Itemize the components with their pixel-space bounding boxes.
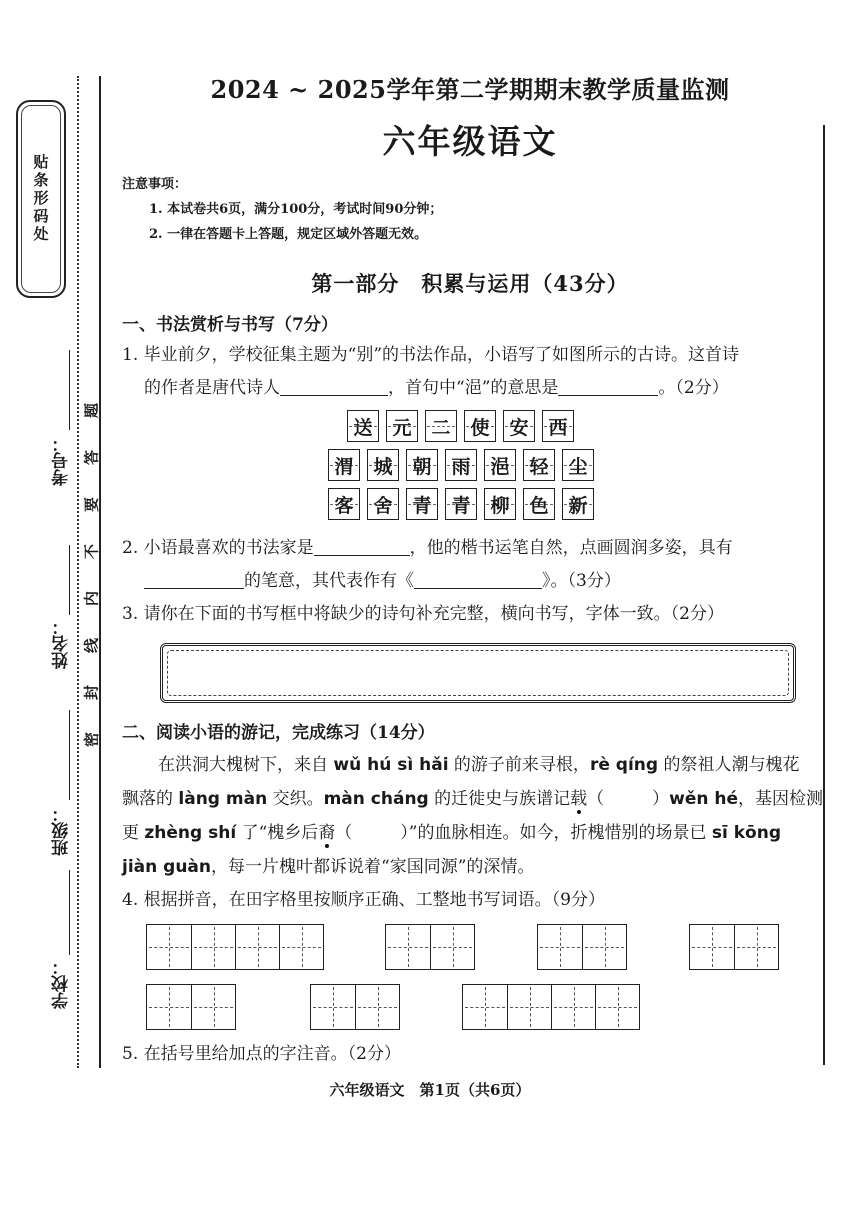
exam-title: 2024 ~ 2025学年第二学期期末教学质量监测 [210, 75, 730, 104]
calligraphy-char: 西 [542, 410, 574, 442]
section2-heading: 二、阅读小语的游记，完成练习（14分） [122, 723, 435, 743]
notice-item: 1. 本试卷共6页，满分100分，考试时间90分钟； [149, 202, 443, 217]
exam-number-label: 考号： [52, 435, 72, 486]
name-label: 姓名： [52, 618, 72, 669]
school-blank[interactable] [69, 870, 70, 955]
right-margin-rule [823, 125, 825, 1065]
part-title: 第一部分 积累与运用（43分） [311, 271, 629, 296]
question-2-line1 [122, 532, 733, 565]
section1-heading: 一、书法赏析与书写（7分） [122, 315, 338, 335]
name-blank[interactable] [69, 545, 70, 615]
dotted-char: 载 [570, 789, 588, 809]
seal-char: 答 [82, 450, 101, 466]
calligraphy-char: 元 [386, 410, 418, 442]
calligraphy-char: 渭 [328, 449, 360, 481]
calligraphy-char: 色 [523, 488, 555, 520]
calligraphy-char: 城 [367, 449, 399, 481]
question-1-line2 [122, 372, 739, 405]
pinyin-word: wěn hé [669, 789, 739, 809]
passage-line: 在洪洞大槐树下，来自 wǔ hú sì hǎi 的游子前来寻根，rè qíng 的祭祖人潮与槐花 [158, 755, 800, 775]
passage-line: jiàn guàn，每一片槐叶都诉说着“家国同源”的深情。 [122, 857, 535, 877]
calligraphy-char: 青 [445, 488, 477, 520]
calligraphy-row [328, 488, 594, 520]
style-blank[interactable] [144, 568, 244, 589]
meaning-blank[interactable] [558, 375, 658, 396]
question-2-text: 2. 小语最喜欢的书法家是 [122, 538, 314, 558]
passage-line: 飘落的 làng màn 交织。màn cháng 的迁徙史与族谱记载（ ）wěn hé，基因检测 [122, 789, 824, 809]
calligraphy-char: 雨 [445, 449, 477, 481]
question-2-score: 》。（3分） [542, 571, 621, 591]
tianzige-word-5[interactable] [146, 984, 236, 1030]
question-1-text: 的作者是唐代诗人 [144, 378, 280, 398]
class-blank[interactable] [69, 710, 70, 800]
calligraphy-char: 新 [562, 488, 594, 520]
pinyin-word: sī kōng [711, 823, 782, 843]
seal-char: 题 [82, 403, 101, 419]
question-1 [122, 339, 739, 405]
page-footer: 六年级语文 第1页（共6页） [329, 1081, 531, 1099]
question-1-text: ，首句中“浥”的意思是 [388, 378, 559, 398]
calligraphy-row [347, 410, 574, 442]
tianzige-word-2[interactable] [385, 924, 475, 970]
pinyin-word: rè qíng [589, 755, 659, 775]
passage-line: 更 zhèng shí 了“槐乡后裔（ ）”的血脉相连。如今，折槐惜别的场景已 sī kōng [122, 823, 782, 843]
question-2-text: ，他的楷书运笔自然，点画圆润多姿，具有 [409, 538, 733, 558]
calligraphy-char: 安 [503, 410, 535, 442]
question-2 [122, 532, 733, 598]
poet-blank[interactable] [280, 375, 388, 396]
calligraphy-char: 使 [464, 410, 496, 442]
seal-char: 封 [82, 685, 101, 701]
pinyin-word: wǔ hú sì hǎi [333, 755, 449, 775]
seal-char: 内 [82, 591, 101, 607]
calligraphy-char: 客 [328, 488, 360, 520]
question-5: 5. 在括号里给加点的字注音。（2分） [122, 1044, 401, 1064]
tianzige-word-7[interactable] [462, 984, 640, 1030]
calligraphy-char: 轻 [523, 449, 555, 481]
seal-char: 密 [82, 732, 101, 748]
tianzige-word-1[interactable] [146, 924, 324, 970]
class-label: 班级： [52, 805, 72, 856]
left-margin-rule [99, 76, 101, 1068]
notice-item: 2. 一律在答题卡上答题，规定区域外答题无效。 [149, 227, 428, 242]
seal-dotted-line [77, 76, 79, 1068]
pinyin-word: jiàn guàn [122, 857, 211, 877]
tianzige-word-6[interactable] [310, 984, 400, 1030]
calligraphy-char: 浥 [484, 449, 516, 481]
dotted-char: 裔 [318, 823, 336, 843]
calligraphy-char: 尘 [562, 449, 594, 481]
masterpiece-blank[interactable] [414, 568, 542, 589]
school-label: 学校： [52, 958, 72, 1009]
question-3: 3. 请你在下面的书写框中将缺少的诗句补充完整，横向书写，字体一致。（2分） [122, 604, 724, 624]
barcode-label: 贴条形码处 [31, 154, 50, 244]
calligraphy-char: 二 [425, 410, 457, 442]
calligraphy-char: 朝 [406, 449, 438, 481]
question-2-line2 [122, 565, 733, 598]
subject-title: 六年级语文 [382, 122, 558, 161]
tianzige-word-3[interactable] [537, 924, 627, 970]
writing-box[interactable] [160, 643, 796, 703]
seal-char: 不 [82, 544, 101, 560]
pinyin-word: zhèng shí [144, 823, 237, 843]
calligraphy-char: 送 [347, 410, 379, 442]
pinyin-word: làng màn [178, 789, 268, 809]
calligraphy-row [328, 449, 594, 481]
question-1-score: 。（2分） [658, 378, 729, 398]
calligraphy-char: 青 [406, 488, 438, 520]
seal-char: 要 [82, 497, 101, 513]
question-4: 4. 根据拼音，在田字格里按顺序正确、工整地书写词语。（9分） [122, 890, 605, 910]
notice-label: 注意事项： [122, 177, 188, 192]
pinyin-word: màn cháng [323, 789, 429, 809]
question-2-text: 的笔意，其代表作有《 [244, 571, 414, 591]
notice-block [122, 172, 442, 247]
calligraphy-char: 柳 [484, 488, 516, 520]
travel-passage [122, 748, 824, 884]
seal-char: 线 [82, 638, 101, 654]
question-1-line1: 1. 毕业前夕，学校征集主题为“别”的书法作品，小语写了如图所示的古诗。这首诗 [122, 345, 740, 365]
tianzige-word-4[interactable] [689, 924, 779, 970]
calligrapher-blank[interactable] [314, 535, 410, 556]
exam-number-blank[interactable] [69, 350, 70, 430]
calligraphy-char: 舍 [367, 488, 399, 520]
